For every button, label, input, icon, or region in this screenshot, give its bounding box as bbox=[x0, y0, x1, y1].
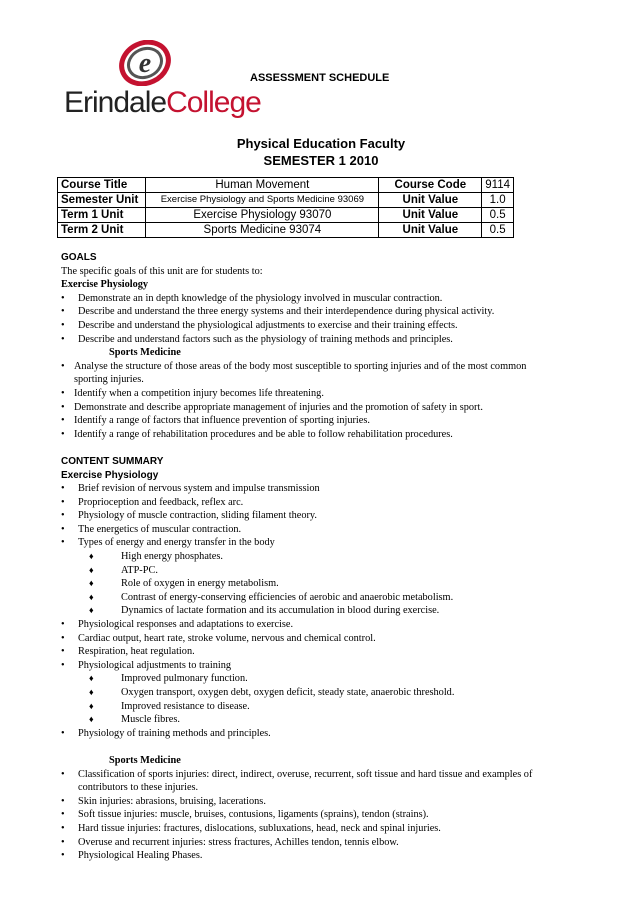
list-item bbox=[61, 482, 561, 496]
list-item-text: Cardiac output, heart rate, stroke volume, nervous and chemical control. bbox=[78, 632, 376, 644]
list-item bbox=[61, 795, 561, 809]
diamond-bullet-icon: ♦ bbox=[89, 687, 94, 697]
bullet-marker: • bbox=[61, 537, 65, 549]
goals-ep-list bbox=[61, 292, 561, 346]
list-item bbox=[61, 727, 561, 741]
list-item bbox=[61, 768, 561, 795]
goals-ep-title: Exercise Physiology bbox=[61, 279, 149, 291]
list-item bbox=[61, 577, 561, 591]
bullet-marker: • bbox=[61, 319, 65, 331]
table-row bbox=[58, 178, 514, 193]
bullet-marker: • bbox=[61, 619, 65, 631]
bullet-marker: • bbox=[61, 768, 65, 780]
bullet-marker: • bbox=[61, 387, 65, 399]
content-sm-list bbox=[61, 768, 561, 863]
content-heading: CONTENT SUMMARY bbox=[61, 455, 164, 467]
logo-word-erindale: Erindale bbox=[64, 86, 167, 119]
bullet-marker: • bbox=[61, 306, 65, 318]
bullet-marker: • bbox=[61, 428, 65, 440]
list-item-text: Muscle fibres. bbox=[121, 714, 180, 726]
semester-unit-value: Exercise Physiology and Sports Medicine 93069 bbox=[146, 193, 379, 208]
list-item bbox=[61, 333, 561, 347]
list-item bbox=[61, 428, 561, 442]
spacer bbox=[61, 740, 561, 754]
list-item bbox=[61, 360, 561, 387]
list-item-text: Respiration, heat regulation. bbox=[78, 646, 195, 658]
diamond-bullet-icon: ♦ bbox=[89, 591, 94, 602]
bullet-marker: • bbox=[61, 415, 65, 427]
bullet-marker: • bbox=[61, 795, 65, 807]
list-item-text: Types of energy and energy transfer in the body bbox=[78, 537, 275, 549]
list-item-text: Demonstrate and describe appropriate management of injuries and the promotion of safety in sport. bbox=[74, 401, 483, 413]
document-body bbox=[61, 251, 561, 863]
unit-value-label: Unit Value bbox=[379, 208, 482, 223]
course-info-table bbox=[57, 177, 514, 238]
college-logo bbox=[62, 40, 261, 120]
goals-sm-list bbox=[61, 360, 561, 442]
list-item-text: Physiological responses and adaptations to exercise. bbox=[78, 619, 294, 631]
unit-value-value: 0.5 bbox=[482, 208, 514, 223]
bullet-marker: • bbox=[61, 292, 65, 304]
list-item-text: Contrast of energy-conserving efficiencies of aerobic and anaerobic metabolism. bbox=[121, 591, 454, 603]
list-item bbox=[61, 604, 561, 618]
list-item bbox=[61, 536, 561, 550]
list-item bbox=[61, 822, 561, 836]
term2-unit-label: Term 2 Unit bbox=[58, 223, 146, 238]
list-item-text: Skin injuries: abrasions, bruising, lacerations. bbox=[78, 795, 266, 807]
spacer bbox=[61, 441, 561, 455]
unit-value-value: 1.0 bbox=[482, 193, 514, 208]
diamond-bullet-icon: ♦ bbox=[89, 564, 94, 575]
logo-e-emblem-icon bbox=[118, 40, 172, 86]
list-item bbox=[61, 550, 561, 564]
term1-unit-value: Exercise Physiology 93070 bbox=[146, 208, 379, 223]
list-item-text: Improved pulmonary function. bbox=[121, 673, 248, 685]
list-item bbox=[61, 401, 561, 415]
list-item-text: Describe and understand the three energy systems and their interdependence during physical activity. bbox=[78, 306, 495, 318]
list-item bbox=[61, 713, 561, 727]
list-item-text: Dynamics of lactate formation and its accumulation in blood during exercise. bbox=[121, 605, 440, 617]
list-item-text: Identify when a competition injury becomes life threatening. bbox=[74, 387, 324, 399]
bullet-marker: • bbox=[61, 850, 65, 862]
bullet-marker: • bbox=[61, 809, 65, 821]
list-item-text: Describe and understand the physiological adjustments to exercise and their training effects. bbox=[78, 319, 458, 331]
list-item bbox=[61, 564, 561, 578]
goals-sm-title: Sports Medicine bbox=[109, 347, 181, 359]
list-item-text: Demonstrate an in depth knowledge of the physiology involved in muscular contraction. bbox=[78, 292, 443, 304]
bullet-marker: • bbox=[61, 360, 65, 372]
semester-label: SEMESTER 1 2010 bbox=[263, 153, 379, 168]
list-item-text: Improved resistance to disease. bbox=[121, 700, 250, 712]
diamond-bullet-icon: ♦ bbox=[89, 714, 94, 725]
content-ep-title: Exercise Physiology bbox=[61, 469, 159, 481]
list-item bbox=[61, 387, 561, 401]
list-item-text: Oxygen transport, oxygen debt, oxygen deficit, steady state, anaerobic threshold. bbox=[121, 687, 455, 698]
logo-word-college: College bbox=[166, 86, 261, 119]
list-item-text: Physiology of training methods and principles. bbox=[78, 727, 271, 739]
list-item bbox=[61, 305, 561, 319]
bullet-marker: • bbox=[61, 646, 65, 658]
list-item bbox=[61, 659, 561, 673]
list-item-text: High energy phosphates. bbox=[121, 551, 223, 563]
bullet-marker: • bbox=[61, 836, 65, 848]
svg-text:e: e bbox=[138, 48, 152, 79]
bullet-marker: • bbox=[61, 727, 65, 739]
content-sm-title: Sports Medicine bbox=[109, 754, 181, 766]
content-ep-list-2 bbox=[61, 618, 561, 672]
course-code-value: 9114 bbox=[482, 178, 514, 193]
list-item-text: Hard tissue injuries: fractures, dislocations, subluxations, head, neck and spinal injuries. bbox=[78, 822, 441, 834]
training-sub-list bbox=[61, 672, 561, 726]
list-item-text: ATP-PC. bbox=[121, 564, 158, 576]
table-row bbox=[58, 208, 514, 223]
diamond-bullet-icon: ♦ bbox=[89, 578, 94, 589]
list-item bbox=[61, 645, 561, 659]
table-row bbox=[58, 223, 514, 238]
list-item bbox=[61, 632, 561, 646]
list-item bbox=[61, 836, 561, 850]
unit-value-value: 0.5 bbox=[482, 223, 514, 238]
list-item-text: Role of oxygen in energy metabolism. bbox=[121, 578, 279, 590]
course-title-value: Human Movement bbox=[146, 178, 379, 193]
term1-unit-label: Term 1 Unit bbox=[58, 208, 146, 223]
unit-value-label: Unit Value bbox=[379, 193, 482, 208]
list-item bbox=[61, 509, 561, 523]
faculty-name: Physical Education Faculty bbox=[236, 136, 406, 151]
list-item bbox=[61, 700, 561, 714]
list-item-text: Classification of sports injuries: direct, indirect, overuse, recurrent, soft tissue and hard tissue and examples of contributors to these injuries. bbox=[78, 768, 533, 794]
term2-unit-value: Sports Medicine 93074 bbox=[146, 223, 379, 238]
bullet-marker: • bbox=[61, 401, 65, 413]
bullet-marker: • bbox=[61, 483, 65, 495]
list-item-text: Proprioception and feedback, reflex arc. bbox=[78, 496, 244, 508]
list-item bbox=[61, 672, 561, 686]
bullet-marker: • bbox=[61, 659, 65, 671]
list-item-text: Physiology of muscle contraction, sliding filament theory. bbox=[78, 510, 317, 522]
goals-intro: The specific goals of this unit are for students to: bbox=[61, 265, 263, 277]
list-item-text: Physiological Healing Phases. bbox=[78, 850, 203, 862]
diamond-bullet-icon: ♦ bbox=[89, 673, 94, 684]
bullet-marker: • bbox=[61, 510, 65, 522]
list-item bbox=[61, 808, 561, 822]
college-logo-text bbox=[64, 86, 261, 120]
bullet-marker: • bbox=[61, 333, 65, 345]
content-ep-list bbox=[61, 482, 561, 550]
list-item bbox=[61, 591, 561, 605]
list-item-text: Brief revision of nervous system and impulse transmission bbox=[78, 483, 320, 495]
list-item-text: Soft tissue injuries: muscle, bruises, contusions, ligaments (sprains), tendon (strains). bbox=[78, 809, 429, 821]
bullet-marker: • bbox=[61, 822, 65, 834]
semester-unit-label: Semester Unit bbox=[58, 193, 146, 208]
list-item bbox=[61, 686, 561, 700]
list-item-text: Analyse the structure of those areas of the body most susceptible to sporting injuries and of the most common sporting injuries. bbox=[74, 360, 527, 386]
list-item-text: The energetics of muscular contraction. bbox=[78, 523, 242, 535]
list-item bbox=[61, 618, 561, 632]
unit-value-label: Unit Value bbox=[379, 223, 482, 238]
list-item bbox=[61, 292, 561, 306]
list-item-text: Describe and understand factors such as the physiology of training methods and principles. bbox=[78, 333, 453, 345]
list-item-text: Overuse and recurrent injuries: stress fractures, Achilles tendon, tennis elbow. bbox=[78, 836, 399, 848]
table-row bbox=[58, 193, 514, 208]
diamond-bullet-icon: ♦ bbox=[89, 700, 94, 711]
list-item-text: Identify a range of factors that influence prevention of sporting injuries. bbox=[74, 415, 370, 427]
list-item bbox=[61, 523, 561, 537]
diamond-bullet-icon: ♦ bbox=[89, 605, 94, 616]
list-item-text: Physiological adjustments to training bbox=[78, 659, 232, 671]
course-code-label: Course Code bbox=[379, 178, 482, 193]
goals-heading: GOALS bbox=[61, 252, 97, 263]
list-item-text: Identify a range of rehabilitation procedures and be able to follow rehabilitation procedures. bbox=[74, 428, 453, 440]
list-item bbox=[61, 414, 561, 428]
list-item bbox=[61, 849, 561, 863]
diamond-bullet-icon: ♦ bbox=[89, 551, 94, 562]
energy-sub-list bbox=[61, 550, 561, 618]
bullet-marker: • bbox=[61, 523, 65, 535]
course-title-label: Course Title bbox=[58, 178, 146, 193]
document-title: ASSESSMENT SCHEDULE bbox=[250, 72, 390, 84]
list-item bbox=[61, 496, 561, 510]
list-item bbox=[61, 319, 561, 333]
bullet-marker: • bbox=[61, 632, 65, 644]
bullet-marker: • bbox=[61, 496, 65, 508]
